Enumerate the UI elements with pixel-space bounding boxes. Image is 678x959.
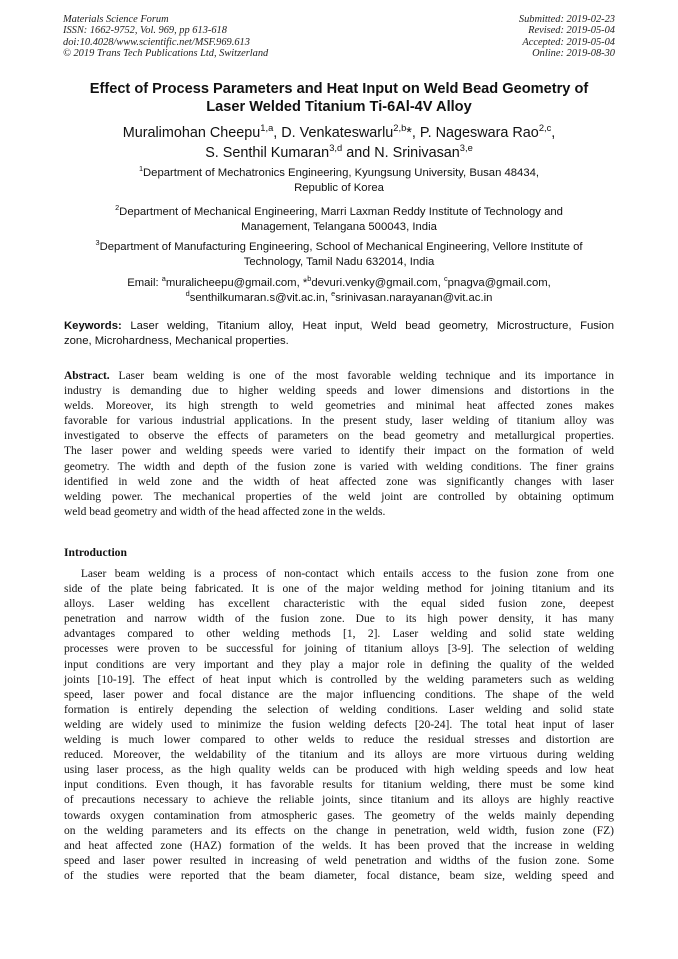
affiliation-text: Management, Telangana 500043, India bbox=[241, 220, 437, 233]
author-sup: 3,d bbox=[329, 142, 343, 153]
affiliation-sup: 2 bbox=[115, 203, 120, 213]
intro-line: input conditions are very important and they play a major role in defining the quality of the welded bbox=[64, 658, 614, 671]
journal-issn: ISSN: 1662-9752, Vol. 969, pp 613-618 bbox=[63, 25, 227, 37]
journal-name: Materials Science Forum bbox=[63, 14, 169, 25]
abstract-line: identified in weld zone and the width of heat affected zone was significantly changes with laser bbox=[64, 475, 614, 488]
affiliation-text: Department of Mechanical Engineering, Marri Laxman Reddy Institute of Technology and bbox=[119, 206, 563, 218]
author-list bbox=[40, 124, 638, 163]
date-revised: Revised: 2019-05-04 bbox=[528, 25, 615, 37]
keywords-text: Laser welding, Titanium alloy, Heat input, Weld bead geometry, Microstructure, Fusion bbox=[121, 320, 614, 332]
keywords-label: Keywords: bbox=[64, 320, 122, 332]
submission-dates bbox=[519, 14, 615, 60]
keywords-text: zone, Microhardness, Mechanical properties. bbox=[64, 334, 289, 347]
intro-line: speed, laser power and focal distance are the major influencing conditions. The shape of the weld bbox=[64, 688, 614, 701]
abstract-line: industry is demanding due to higher welding speeds and lower dimensions and distortions in the bbox=[64, 385, 614, 398]
intro-line: reduced. Moreover, the weldability of the titanium and its alloys are more virtuous during welding bbox=[64, 749, 614, 762]
affiliation-text: Technology, Tamil Nadu 632014, India bbox=[243, 255, 435, 268]
affiliation-sup: 1 bbox=[138, 164, 144, 174]
intro-line: penetration and narrow width of the fusion zone. Due to its high power density, it has many bbox=[64, 613, 614, 626]
affiliation-text: Department of Manufacturing Engineering, School of Mechanical Engineering, Vellore Institute of bbox=[99, 241, 583, 253]
author-sup: 2,b bbox=[393, 123, 407, 134]
abstract-section bbox=[64, 369, 614, 520]
section-heading-introduction: Introduction bbox=[64, 546, 127, 559]
email-link[interactable]: srinivasan.narayanan@vit.ac.in bbox=[335, 291, 493, 304]
intro-line: of the studies were reported that the beam diameter, focal distance, beam size, welding speed and bbox=[64, 869, 614, 882]
intro-line: input conditions. Even though, it has favorable results for titanium welding, there must be some kind bbox=[64, 779, 614, 792]
journal-copyright: © 2019 Trans Tech Publications Ltd, Switzerland bbox=[63, 48, 269, 60]
affiliation-1 bbox=[64, 166, 614, 195]
date-accepted: Accepted: 2019-05-04 bbox=[522, 36, 615, 48]
email-link[interactable]: pnagva@gmail.com, bbox=[447, 277, 551, 289]
abstract-label: Abstract. bbox=[64, 370, 110, 382]
email-link[interactable]: muralicheepu@gmail.com, * bbox=[165, 277, 308, 289]
intro-line: welding are widely used to minimize the fusion welding defects [20-24]. The total heat input of laser bbox=[64, 718, 614, 731]
abstract-line: welding power. The mechanical properties of the weld joint are controlled by obtaining optimum bbox=[64, 490, 614, 503]
intro-line: advantages compared to other welding methods [1, 2]. Laser welding and solid state welding bbox=[64, 628, 614, 641]
email-prefix: Email: bbox=[127, 277, 162, 289]
abstract-line: welds. Moreover, its high strength to weld geometries and minimal heat affected zones makes bbox=[64, 400, 614, 413]
journal-info bbox=[63, 14, 268, 60]
author-name: , D. Venkateswarlu bbox=[273, 125, 394, 141]
author-sup: 2,c bbox=[538, 123, 552, 134]
journal-doi: doi:10.4028/www.scientific.net/MSF.969.613 bbox=[63, 36, 250, 48]
author-name: and N. Srinivasan bbox=[342, 144, 460, 161]
abstract-text: Laser beam welding is one of the most favorable welding technique and its importance in bbox=[109, 370, 614, 382]
author-name: S. Senthil Kumaran bbox=[205, 144, 330, 161]
affiliation-3 bbox=[64, 240, 614, 269]
intro-line: joints [10-19]. The effect of heat input which is controlled by the welding parameters such as welding bbox=[64, 673, 614, 686]
title-line: Effect of Process Parameters and Heat Input on Weld Bead Geometry of bbox=[89, 81, 589, 97]
intro-line: welding is much lower compared to other welds to reduce the residual stresses and distortion are bbox=[64, 734, 614, 747]
paper-title bbox=[40, 81, 638, 116]
introduction-body bbox=[64, 567, 614, 884]
affiliation-2 bbox=[64, 205, 614, 234]
intro-line: processes were proven to be successful for joining of titanium alloys [3-9]. The selection of welding bbox=[64, 643, 614, 656]
author-sup: 1,a bbox=[260, 123, 274, 134]
email-link[interactable]: devuri.venky@gmail.com, bbox=[311, 277, 444, 289]
intro-line: alloys. Laser welding has excellent characteristic with the equal sided fusion zone, deepest bbox=[64, 598, 614, 611]
intro-line: Laser beam welding is a process of non-contact which entails access to the fusion zone from one bbox=[64, 568, 614, 580]
keywords-section bbox=[64, 319, 614, 348]
author-sup: 3,e bbox=[459, 142, 473, 153]
title-line: Laser Welded Titanium Ti-6Al-4V Alloy bbox=[206, 98, 472, 115]
abstract-line: investigated to observe the effects of parameters on the bead geometry and metallurgical properties. bbox=[64, 430, 614, 443]
intro-line: using laser process, as the high quality welds can be produced with high welding speeds and low heat bbox=[64, 764, 614, 777]
abstract-line: geometry. The width and depth of the fusion zone is varied with welding conditions. The finer grains bbox=[64, 460, 614, 473]
author-line bbox=[40, 144, 638, 164]
date-submitted: Submitted: 2019-02-23 bbox=[518, 14, 615, 25]
abstract-line: weld bead geometry and width of the head affected zone in the welds. bbox=[64, 505, 386, 518]
intro-line: towards oxygen contamination from atmospheric gases. The geometry of the welds mainly depending bbox=[64, 809, 614, 822]
intro-line: formation is entirely depending the selection of welding conditions. Laser welding and solid state bbox=[64, 703, 614, 716]
intro-line: on the welding parameters and its effects on the change in penetration, weld width, fusion zone (FZ) bbox=[64, 824, 614, 837]
intro-line: of precautions necessary to achieve the reliable joints, since titanium and its alloys are highly reactive bbox=[64, 794, 614, 807]
affiliation-sup: 3 bbox=[95, 238, 100, 248]
email-link[interactable]: senthilkumaran.s@vit.ac.in, bbox=[189, 291, 332, 304]
intro-line: and heat affected zone (HAZ) formation of the welds. It has been proved that the increase in welding bbox=[64, 839, 614, 852]
author-name: *, P. Nageswara Rao bbox=[406, 125, 539, 141]
author-line bbox=[40, 124, 638, 144]
intro-line: side of the plate being fabricated. It is one of the major welding method for joining titanium and its bbox=[64, 583, 614, 596]
author-name: Muralimohan Cheepu bbox=[122, 125, 261, 141]
abstract-line: favorable for various industrial applications. In the present study, laser welding of titanium alloy was bbox=[64, 415, 614, 428]
email-block: Email: $^a$muralicheepu@gmail.com, *$^b$devuri.venky@gmail.com, $^c$pnagva@gmail.com, $^d$senthilkumaran.s@vit.ac.in, $^e$srinivasan.narayanan@vit.ac.in bbox=[127, 274, 551, 304]
affiliation-text: Republic of Korea bbox=[294, 181, 384, 194]
affiliation-text: Department of Mechatronics Engineering, Kyungsung University, Busan 48434, bbox=[143, 167, 540, 179]
intro-line: speed and laser power resulted in increasing of weld penetration and widths of the fusion zone. Some bbox=[64, 854, 614, 867]
author-sep: , bbox=[551, 125, 556, 141]
abstract-line: The laser power and welding speeds were varied to identify their impact on the formation of weld bbox=[64, 445, 614, 458]
date-online: Online: 2019-08-30 bbox=[532, 48, 615, 60]
